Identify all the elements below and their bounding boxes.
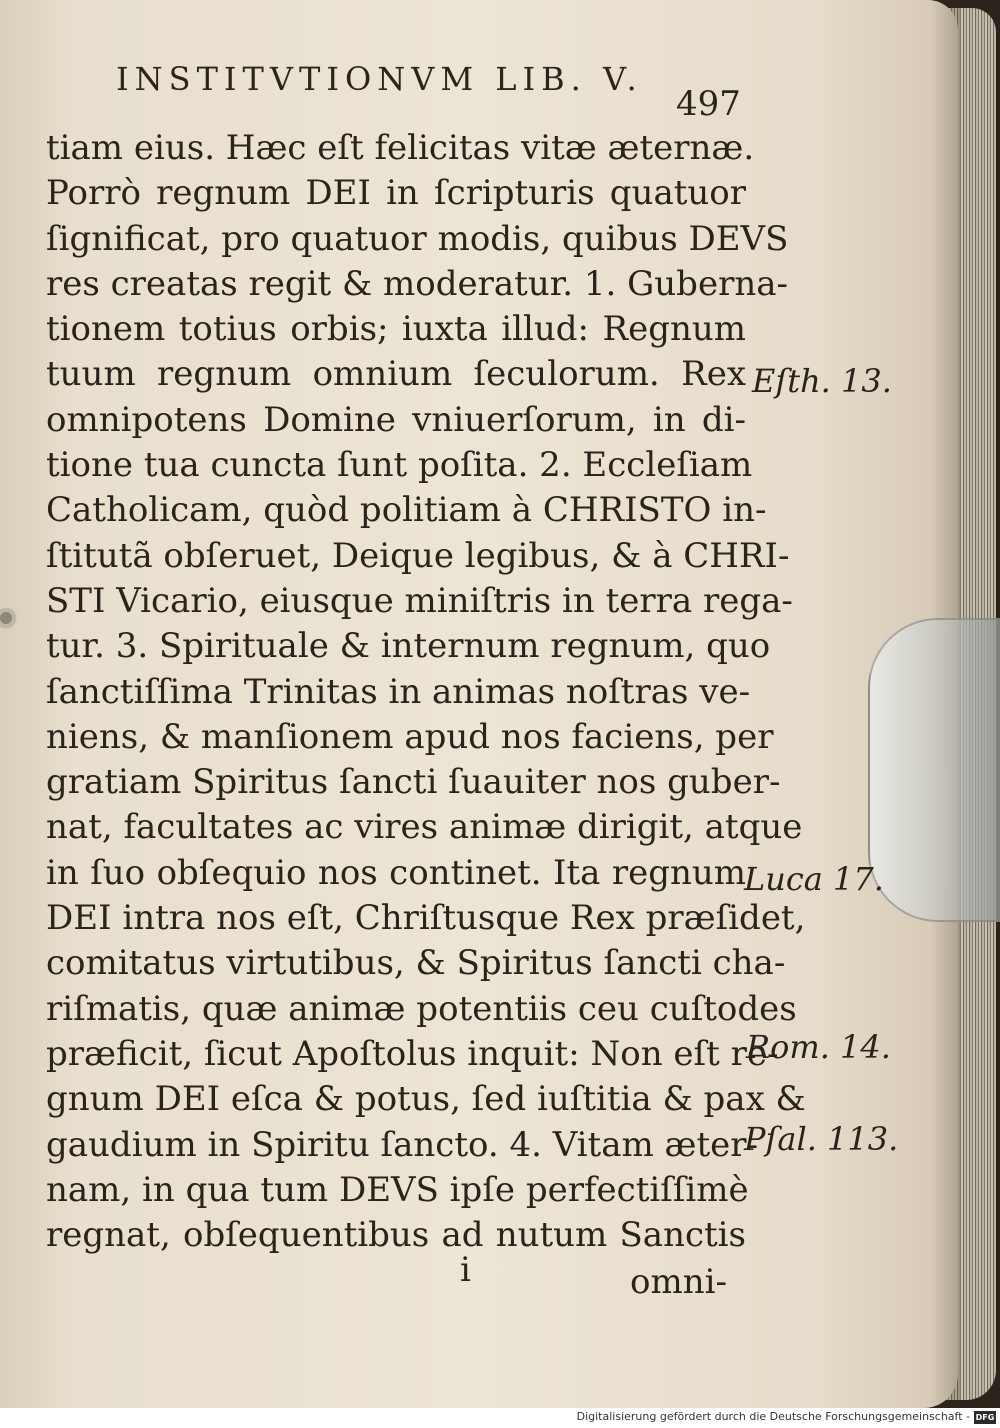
- text-line: ſtitutã obſeruet, Deique legibus, & à CHRI-: [46, 535, 790, 576]
- text-line: tionem totius orbis; iuxta illud: Regnum: [46, 309, 746, 350]
- catchword: omni-: [630, 1262, 727, 1302]
- text-line: STI Vicario, eiusque miniſtris in terra rega-: [46, 580, 793, 621]
- text-line: tuum regnum omnium ſeculorum. Rex: [46, 354, 746, 395]
- text-line: tione tua cuncta ſunt poſita. 2. Eccleſiam: [46, 445, 753, 486]
- text-line: nam, in qua tum DEVS ipſe perfectiſſimè: [46, 1169, 749, 1210]
- text-line: tur. 3. Spirituale & internum regnum, quo: [46, 626, 771, 667]
- signature-mark: i: [460, 1250, 471, 1290]
- running-head: INSTITVTIONVM LIB. V.: [116, 60, 643, 98]
- text-line: Porrò regnum DEI in ſcripturis quatuor: [46, 173, 746, 214]
- catchword-row: [46, 1250, 746, 1302]
- text-line: riſmatis, quæ animæ potentiis ceu cuſtodes: [46, 988, 797, 1029]
- page-clip: [868, 618, 1000, 922]
- margin-note-luca: Luca 17.: [744, 860, 884, 898]
- text-line: comitatus virtutibus, & Spiritus ſancti cha-: [46, 943, 786, 984]
- footer-bar: [0, 1408, 1000, 1428]
- text-line: in ſuo obſequio nos continet. Ita regnum: [46, 852, 746, 893]
- text-line: nat, facultates ac vires animæ dirigit, atque: [46, 807, 803, 848]
- text-line: Catholicam, quòd politiam à CHRISTO in-: [46, 490, 767, 531]
- text-line: gaudium in Spiritu ſancto. 4. Vitam æter-: [46, 1124, 759, 1165]
- text-line: regnat, obſequentibus ad nutum Sanctis: [46, 1215, 746, 1256]
- margin-note-esth: Eſth. 13.: [752, 362, 892, 400]
- text-line: niens, & manſionem apud nos faciens, per: [46, 716, 774, 757]
- text-line: ſanctiſſima Trinitas in animas noſtras ve-: [46, 671, 751, 712]
- body-text: [46, 126, 806, 1258]
- margin-note-psal: Pſal. 113.: [744, 1120, 899, 1158]
- text-line: præficit, ſicut Apoſtolus inquit: Non eſt re-: [46, 1033, 779, 1074]
- text-line: tiam eius. Hæc eſt felicitas vitæ æternæ.: [46, 128, 755, 168]
- text-line: res creatas regit & moderatur. 1. Guberna-: [46, 263, 788, 304]
- text-line: gnum DEI eſca & potus, ſed iuſtitia & pax &: [46, 1079, 806, 1120]
- text-line: ſignificat, pro quatuor modis, quibus DEVS: [46, 218, 789, 259]
- page-number: 497: [676, 84, 741, 124]
- margin-note-rom: Rom. 14.: [746, 1028, 891, 1066]
- text-line: gratiam Spiritus ſancti ſuauiter nos guber-: [46, 762, 781, 803]
- footer-credit: Digitalisierung gefördert durch die Deutsche Forschungsgemeinschaft -: [576, 1410, 970, 1423]
- text-line: DEI intra nos eſt, Chriſtusque Rex præſidet,: [46, 898, 806, 939]
- dfg-logo: DFG: [975, 1413, 995, 1422]
- text-line: omnipotens Domine vniuerſorum, in di-: [46, 399, 746, 440]
